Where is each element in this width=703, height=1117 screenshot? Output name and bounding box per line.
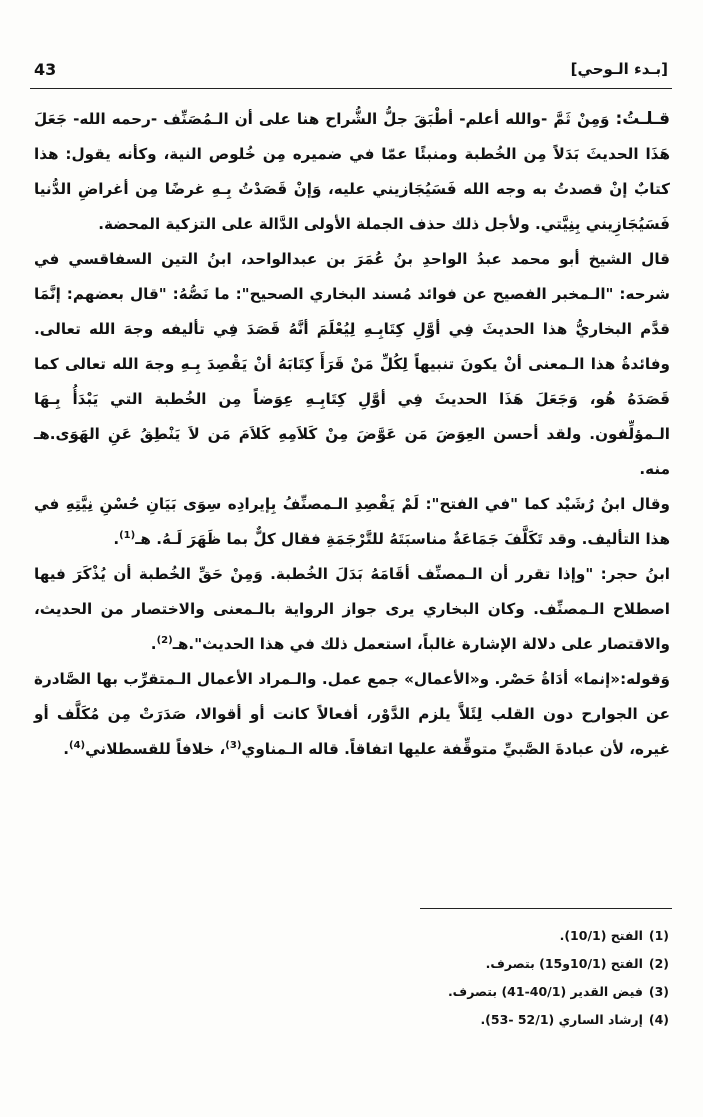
paragraph-4: ابنُ حجر: "وإذا تقرر أن الـمصنِّف أقَامَهُ بَدَلَ الخُطبة. وَمِنْ حَقِّ الخُطبة أن يُذْكَرَ فيها اصطلاح الـمصنِّف. وكان البخاري يرى جواز الرواية بالـمعنى والاختصار من الحديث، والاقتصار على دلالة الإشارة غالباً، استعمل ذلك في هذا الحديث".هـ$^{(2)}$. [34,565,670,653]
footnote-ref-1: (1) [119,529,136,541]
footnote-number: (4) [648,1012,669,1027]
footnote [269,950,669,978]
header-divider [30,88,672,89]
paragraph-lead: قـلـتُ: [615,109,670,129]
page-header [34,60,668,84]
paragraph-text: وقال ابنُ رُشَيْد كما "في الفتح": لَمْ يَقْصِدِ الـمصنِّفُ بِإيرادِه سِوَى بَيَانِ حُسْنِ نِيَّتِهِ في هذا التأليف. وقد تَكَلَّفَ جَمَاعَةٌ مناسبَتَهُ للتَّرْجَمَةِ فقال كلٌّ بما ظَهَرَ لَـهُ. هـ [34,495,670,548]
footnotes [269,922,669,1034]
paragraph-end: . [63,740,69,758]
paragraph-2: قال الشيخ أبو محمد عبدُ الواحدِ بنُ عُمَرَ بن عبدالواحد، ابنُ التين السفاقسي في شرحه: "الـمخبر الفصيح عن فوائد مُسند البخاري الصحيح": ما نَصُّهُ: "قال بعضهم: إنَّمَا قدَّم البخاريُّ هذا الحديثَ فِي أوَّلِ كِتَابِـهِ لِيُعْلَمَ أنَّهُ قَصَدَ فِي تأليفه وجهَ الله تعالى. وفائدةُ هذا الـمعنى أنْ يكونَ تنبيهاً لِكُلِّ مَنْ قَرَأَ كِتَابَهُ أنْ يَقْصِدَ بِـهِ وجهَ الله تعالى كما قَصَدَهُ هُو، وَجَعَلَ هَذَا الحديثَ فِي أوَّلِ كِتَابِـهِ عِوَضاً مِن الخُطبة التي يَبْدَأُ بِـهَا الـمؤلِّفون. ولقد أحسن العِوَضَ مَن عَوَّضَ مِنْ كَلاَمِهِ كَلاَمَ مَن لاَ يَنْطِقُ عَنِ الهَوَى.هـ منه. [34,250,670,478]
footnote-text: إرشاد الساري (52/1 -53). [480,1012,643,1027]
paragraph-3: وقال ابنُ رُشَيْد كما "في الفتح": لَمْ يَقْصِدِ الـمصنِّفُ بِإيرادِه سِوَى بَيَانِ حُسْنِ نِيَّتِهِ في هذا التأليف. وقد تَكَلَّفَ جَمَاعَةٌ مناسبَتَهُ للتَّرْجَمَةِ فقال كلٌّ بما ظَهَرَ لَـهُ. هـ$^{(1)}$. [34,495,670,548]
footnote-text: فيض القدير (40/1-41) بتصرف. [447,984,643,999]
footnote-text: الفتح (10/1). [559,928,643,943]
paragraph-1 [34,102,670,242]
footnote-number: (3) [648,984,669,999]
footnote-ref-4: (4) [69,739,86,751]
main-text [34,102,670,767]
footnote-ref-3: (3) [225,739,242,751]
footnote-text: الفتح (10/1و15) بتصرف. [485,956,643,971]
footnote [269,1006,669,1034]
paragraph-text: وَمِنْ ثَمَّ -والله أعلم- أطْبَقَ جلُّ الشُّراح هنا على أن الـمُصَنِّف -رحمه الله- جَعَلَ هَذَا الحديثَ بَدَلاً مِن الخُطبة ومنبئًا عمّا في ضميره مِن خُلوص النية، وكأنه يقول: هذا كتابٌ إنْ قصدتُ به وجه الله فَسَيُجَازيني عليه، وَإنْ قَصَدْتُ بِـهِ غرضًا مِن أغراضِ الدُّنيا فَسَيُجَازِيني بِنِيَّتي. ولأجل ذلك حذف الجملة الأولى الدَّالة على التزكية المحضة. [34,110,670,233]
paragraph-text: وَقوله:«إنما» أدَاةُ حَصْر. و«الأعمال» جمع عمل. والـمراد الأعمال الـمتقرِّب بها الصَّادرة عن الجوارح دون القلب لِئَلاَّ يلزم الدَّوْر، أفعالاً كانت أو أقوالا، صَدَرَتْ مِن مُكَلَّف أو غيره، لأن عبادةَ الصَّبيِّ متوقِّفة عليها اتفاقاً. قاله الـمناوي [34,670,670,758]
page-number: 43 [34,60,57,79]
paragraph-text: ابنُ حجر: "وإذا تقرر أن الـمصنِّف أقَامَهُ بَدَلَ الخُطبة. وَمِنْ حَقِّ الخُطبة أن يُذْكَرَ فيها اصطلاح الـمصنِّف. وكان البخاري يرى جواز الرواية بالـمعنى والاختصار من الحديث، والاقتصار على دلالة الإشارة غالباً، استعمل ذلك في هذا الحديث".هـ [34,565,670,653]
footnote-divider [420,908,672,909]
footnote-ref-2: (2) [156,634,173,646]
paragraph-5 [34,662,670,767]
running-head: [بـدء الـوحي] [570,60,668,78]
footnote-number: (2) [648,956,669,971]
footnote [269,922,669,950]
footnote-number: (1) [648,928,669,943]
paragraph-text: ، خلافاً للقسطلاني [85,740,226,758]
footnote [269,978,669,1006]
